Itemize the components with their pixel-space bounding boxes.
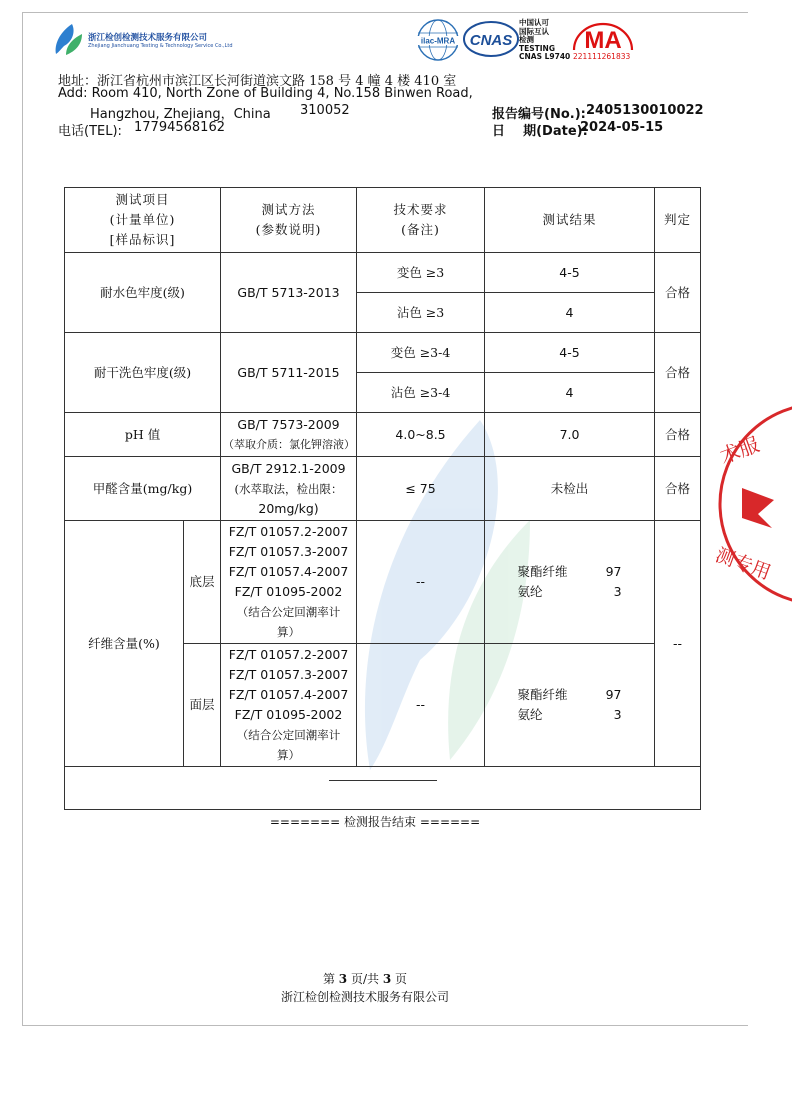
address-en-line1: Add: Room 410, North Zone of Building 4, No.158 Binwen Road,	[58, 86, 473, 101]
method: GB/T 5713-2013	[221, 253, 357, 333]
cert-cnas-no: CNAS L9740	[519, 52, 571, 62]
cnas-text: CNAS	[469, 32, 513, 49]
header-method: 测试方法 (参数说明)	[221, 188, 357, 253]
address-cn: 地址：浙江省杭州市滨江区长河街道滨文路 158 号 4 幢 4 楼 410 室	[58, 74, 457, 89]
item-name: pH 值	[65, 413, 221, 457]
method: GB/T 5711-2015	[221, 333, 357, 413]
company-name-cn: 浙江检创检测技术服务有限公司	[88, 33, 208, 43]
table-row	[65, 253, 701, 293]
tel-value: 17794568162	[134, 120, 225, 135]
seal-text-bottom: 测专用	[712, 544, 774, 585]
item-name: 甲醛含量(mg/kg)	[65, 457, 221, 521]
table-header-row	[65, 188, 701, 253]
requirement: --	[357, 521, 485, 644]
item-name: 纤维含量(%)	[65, 521, 184, 767]
address-en-line2: Hangzhou, Zhejiang，China	[90, 107, 271, 122]
result: 未检出	[485, 457, 655, 521]
method: GB/T 7573-2009 （萃取介质：氯化钾溶液）	[221, 413, 357, 457]
method: GB/T 2912.1-2009 (水萃取法，检出限： 20mg/kg)	[221, 457, 357, 521]
cert-cn1: 中国认可	[519, 18, 549, 27]
item-name: 耐水色牢度(级)	[65, 253, 221, 333]
company-name-en: Zhejiang Jianchuang Testing & Technology Service Co.,Ltd	[88, 43, 233, 49]
date-value: 2024-05-15	[580, 120, 664, 135]
method: FZ/T 01057.2-2007 FZ/T 01057.3-2007 FZ/T 01057.4-2007 FZ/T 01095-2002 （结合公定回潮率计 算）	[221, 644, 357, 767]
verdict: 合格	[655, 253, 701, 333]
ilac-mra-icon	[415, 18, 461, 62]
method: FZ/T 01057.2-2007 FZ/T 01057.3-2007 FZ/T 01057.4-2007 FZ/T 01095-2002 （结合公定回潮率计 算）	[221, 521, 357, 644]
seal-text-top: 术服	[716, 432, 763, 469]
company-logo-icon	[52, 22, 84, 56]
ma-text: MA	[584, 27, 622, 54]
postcode: 310052	[300, 103, 350, 118]
table-row	[65, 457, 701, 521]
ilac-text: ilac-MRA	[420, 36, 456, 46]
verdict: 合格	[655, 333, 701, 413]
report-end-note: ======= 检测报告结束 ======	[269, 815, 481, 829]
result: 4-5	[485, 333, 655, 373]
ma-number: 221111261833	[573, 52, 631, 61]
cnas-icon	[462, 20, 520, 58]
tel-label: 电话(TEL):	[58, 124, 122, 139]
requirement: --	[357, 644, 485, 767]
test-results-table	[64, 187, 701, 810]
header-requirement: 技术要求 (备注)	[357, 188, 485, 253]
requirement: 沾色 ≥3-4	[357, 373, 485, 413]
seal-star-icon	[742, 488, 774, 528]
table-end-cell	[65, 767, 701, 810]
cert-cn3: 检测	[519, 35, 534, 45]
result: 4	[485, 293, 655, 333]
layer-name: 底层	[184, 521, 221, 644]
requirement: 沾色 ≥3	[357, 293, 485, 333]
cert-text	[519, 19, 570, 62]
requirement: 变色 ≥3-4	[357, 333, 485, 373]
date-label: 日 期(Date):	[492, 124, 588, 139]
header-verdict: 判定	[655, 188, 701, 253]
requirement: 变色 ≥3	[357, 253, 485, 293]
verdict: 合格	[655, 457, 701, 521]
table-end-row	[65, 767, 701, 810]
result: 聚酯纤维 97 氨纶 3	[485, 644, 655, 767]
report-no-label: 报告编号(No.):	[492, 107, 586, 122]
result: 4	[485, 373, 655, 413]
footer-company: 浙江检创检测技术服务有限公司	[280, 990, 449, 1004]
table-row	[65, 521, 701, 644]
header-item: 测试项目 (计量单位) [样品标识]	[65, 188, 221, 253]
requirement: 4.0~8.5	[357, 413, 485, 457]
end-divider	[329, 780, 437, 781]
layer-name: 面层	[184, 644, 221, 767]
header-result: 测试结果	[485, 188, 655, 253]
verdict: --	[655, 521, 701, 767]
result: 4-5	[485, 253, 655, 293]
table-row	[65, 413, 701, 457]
verdict: 合格	[655, 413, 701, 457]
requirement: ≤ 75	[357, 457, 485, 521]
result: 7.0	[485, 413, 655, 457]
table-row	[65, 333, 701, 373]
item-name: 耐干洗色牢度(级)	[65, 333, 221, 413]
page-number: 第 3 页/共 3 页	[322, 972, 408, 986]
cert-cn2: 国际互认	[519, 26, 549, 36]
report-no: 2405130010022	[586, 103, 704, 118]
seal-stamp	[712, 398, 792, 610]
result: 聚酯纤维 97 氨纶 3	[485, 521, 655, 644]
company-logo	[52, 22, 232, 58]
cert-testing: TESTING	[519, 43, 555, 53]
